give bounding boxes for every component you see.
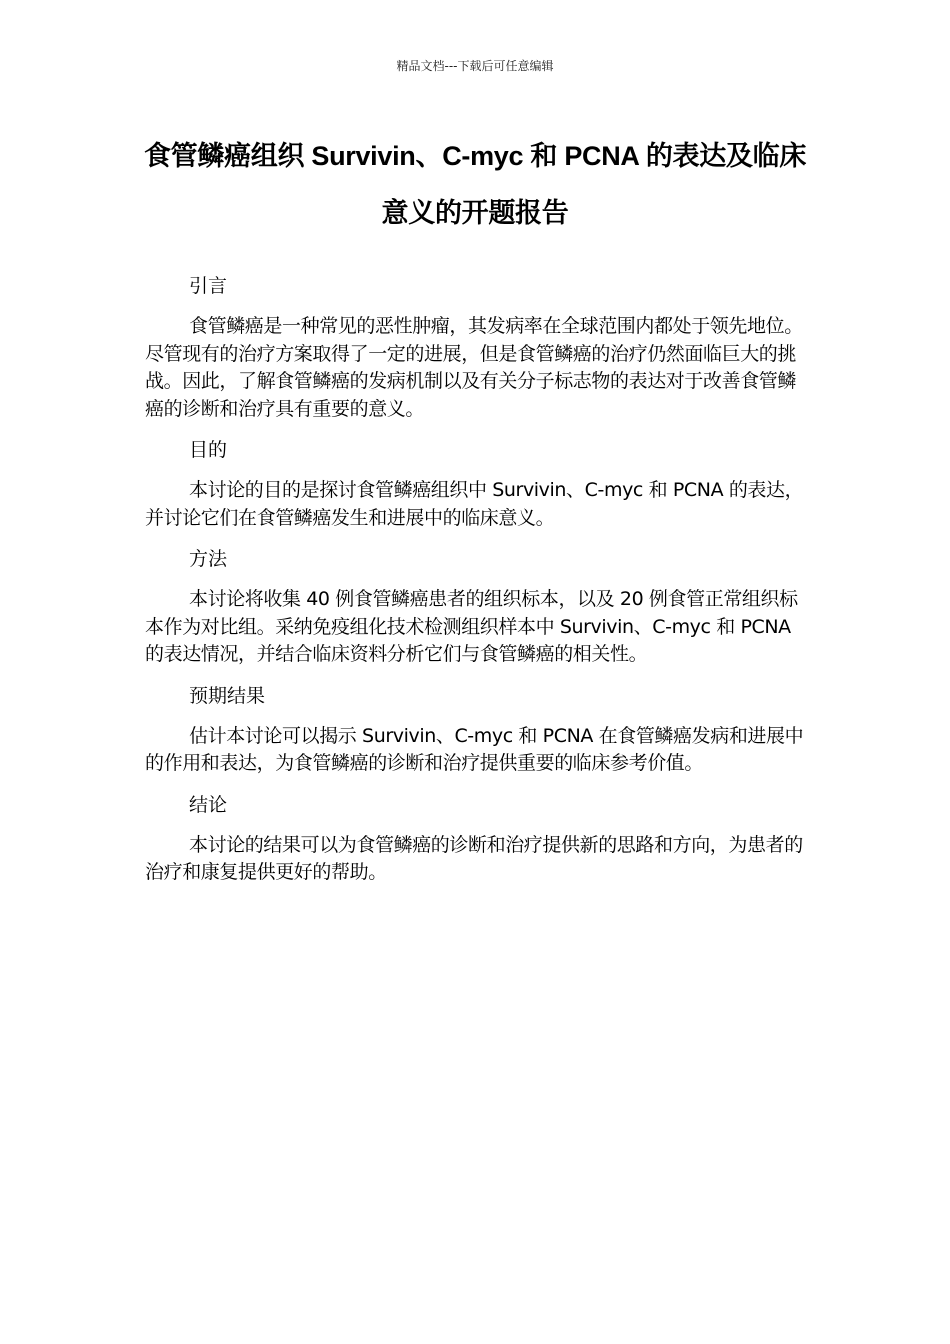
- section-introduction: [145, 272, 810, 423]
- section-paragraph: 本讨论的结果可以为食管鳞癌的诊断和治疗提供新的思路和方向，为患者的治疗和康复提供更好的帮助。: [145, 833, 803, 883]
- section-heading: 结论: [189, 793, 228, 816]
- page-header-note: 精品文档---下载后可任意编辑: [396, 59, 554, 73]
- section-paragraph: 食管鳞癌是一种常见的恶性肿瘤，其发病率在全球范围内都处于领先地位。尽管现有的治疗方案取得了一定的进展，但是食管鳞癌的治疗仍然面临巨大的挑战。因此，了解食管鳞癌的发病机制以及有关分子标志物的表达对于改善食管鳞癌的诊断和治疗具有重要的意义。: [145, 315, 803, 420]
- section-objective: [145, 436, 810, 532]
- section-heading: 目的: [189, 439, 228, 461]
- section-methods: [145, 545, 810, 669]
- section-paragraph: 本讨论的目的是探讨食管鳞癌组织中 Survivin、C-myc 和 PCNA 的表达，并讨论它们在食管鳞癌发生和进展中的临床意义。: [145, 479, 804, 529]
- document-body: [145, 272, 810, 900]
- section-paragraph: 本讨论将收集 40 例食管鳞癌患者的组织标本，以及 20 例食管正常组织标本作为对比组。采纳免疫组化技术检测组织样本中 Survivin、C-myc 和 PCNA 的表达情况，并结合临床资料分析它们与食管鳞癌的相关性。: [145, 588, 798, 665]
- section-heading: 引言: [189, 275, 228, 297]
- section-heading: 方法: [189, 548, 228, 570]
- document-title: 食管鳞癌组织 Survivin、C-myc 和 PCNA 的表达及临床意义的开题报告: [143, 141, 807, 228]
- section-expected-results: [145, 682, 810, 778]
- section-conclusion: [145, 791, 810, 887]
- section-paragraph: 估计本讨论可以揭示 Survivin、C-myc 和 PCNA 在食管鳞癌发病和进展中的作用和表达，为食管鳞癌的诊断和治疗提供重要的临床参考价值。: [145, 724, 804, 774]
- section-heading: 预期结果: [189, 684, 266, 707]
